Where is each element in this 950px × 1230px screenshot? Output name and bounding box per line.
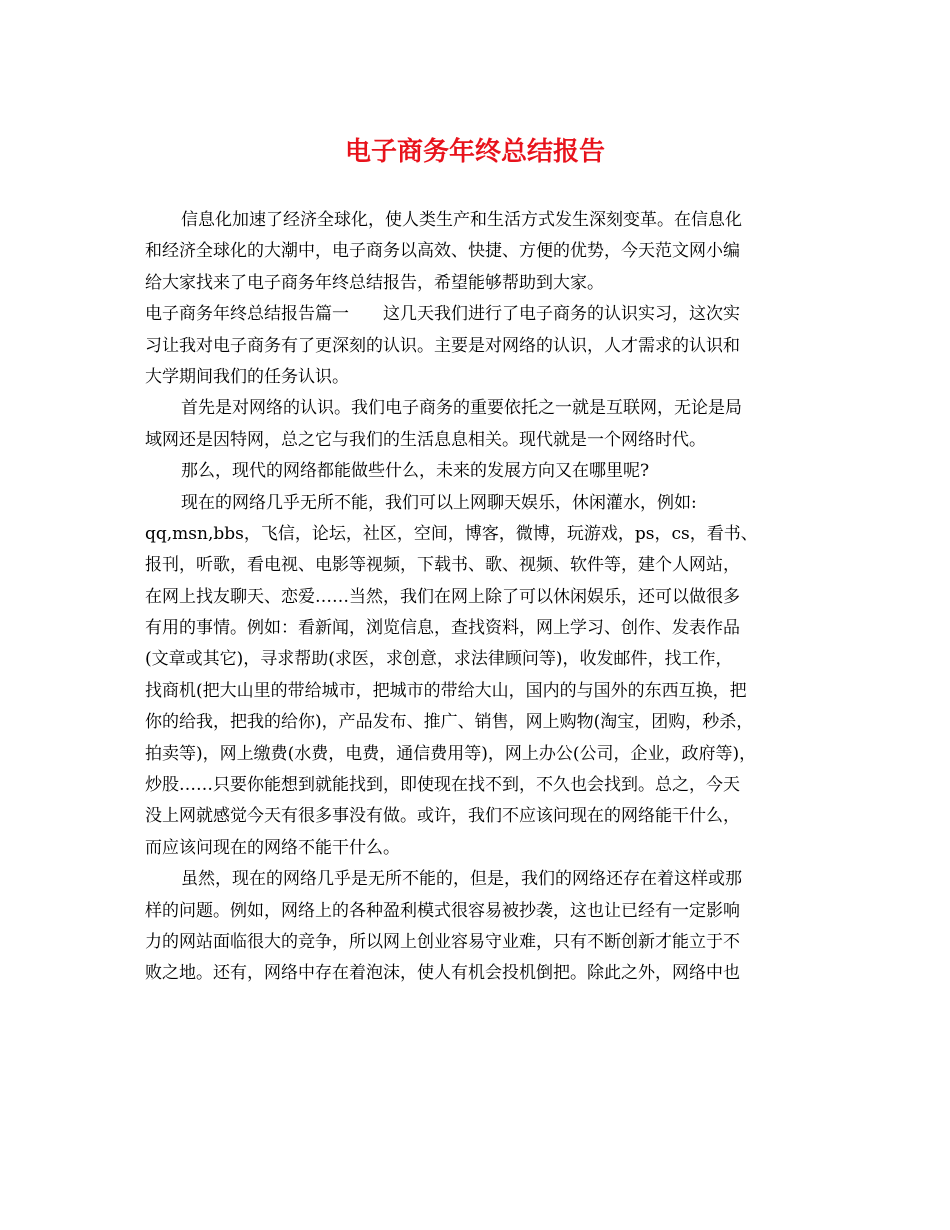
paragraph-line: 给大家找来了电子商务年终总结报告，希望能够帮助到大家。 <box>145 272 604 293</box>
paragraph-line: 大学期间我们的任务认识。 <box>145 366 349 387</box>
paragraph-line: 没上网就感觉今天有很多事没有做。或许，我们不应该问现在的网络能干什么， <box>145 806 740 827</box>
paragraph-line: 习让我对电子商务有了更深刻的认识。主要是对网络的认识，人才需求的认识和 <box>145 335 740 356</box>
document-title: 电子商务年终总结报告 <box>344 137 605 167</box>
paragraph-line: 现在的网络几乎无所不能，我们可以上网聊天娱乐，休闲灌水，例如: <box>181 492 697 513</box>
paragraph-line: qq,msn,bbs，飞信，论坛，社区，空间，博客，微博，玩游戏，ps，cs，看书、 <box>145 523 758 544</box>
paragraph-line: 找商机(把大山里的带给城市，把城市的带给大山，国内的与国外的东西互换，把 <box>145 680 747 701</box>
paragraph-line: 样的问题。例如，网络上的各种盈利模式很容易被抄袭，这也让已经有一定影响 <box>145 900 740 921</box>
paragraph-line: 报刊，听歌，看电视、电影等视频，下载书、歌、视频、软件等，建个人网站， <box>145 555 740 576</box>
paragraph-line: 和经济全球化的大潮中，电子商务以高效、快捷、方便的优势，今天范文网小编 <box>145 241 740 262</box>
paragraph-line: 而应该问现在的网络不能干什么。 <box>145 837 400 858</box>
document-body <box>145 205 817 990</box>
paragraph-line: 首先是对网络的认识。我们电子商务的重要依托之一就是互联网，无论是局 <box>181 398 742 419</box>
paragraph-line: 在网上找友聊天、恋爱……当然，我们在网上除了可以休闲娱乐，还可以做很多 <box>145 586 740 607</box>
paragraph-line: 信息化加速了经济全球化，使人类生产和生活方式发生深刻变革。在信息化 <box>181 210 742 230</box>
paragraph-line: 那么，现代的网络都能做些什么，未来的发展方向又在哪里呢? <box>181 461 650 482</box>
paragraph-line: 虽然，现在的网络几乎是无所不能的，但是，我们的网络还存在着这样或那 <box>181 869 742 890</box>
paragraph-line: 有用的事情。例如：看新闻，浏览信息，查找资料，网上学习、创作、发表作品 <box>145 618 740 639</box>
paragraph-line: 力的网站面临很大的竞争，所以网上创业容易守业难，只有不断创新才能立于不 <box>145 931 740 952</box>
paragraph-line: 败之地。还有，网络中存在着泡沫，使人有机会投机倒把。除此之外，网络中也 <box>145 963 740 984</box>
paragraph-line: 拍卖等)，网上缴费(水费，电费，通信费用等)，网上办公(公司，企业，政府等)， <box>145 743 757 764</box>
paragraph-line: 炒股……只要你能想到就能找到，即使现在找不到，不久也会找到。总之，今天 <box>145 775 740 796</box>
paragraph-line: 域网还是因特网，总之它与我们的生活息息相关。现代就是一个网络时代。 <box>145 429 706 450</box>
paragraph-line: 电子商务年终总结报告篇一 这几天我们进行了电子商务的认识实习，这次实 <box>145 304 740 325</box>
paragraph-line: (文章或其它)，寻求帮助(求医，求创意，求法律顾问等)，收发邮件，找工作， <box>145 649 733 670</box>
paragraph-line: 你的给我，把我的给你)，产品发布、推广、销售，网上购物(淘宝，团购，秒杀， <box>145 712 754 733</box>
